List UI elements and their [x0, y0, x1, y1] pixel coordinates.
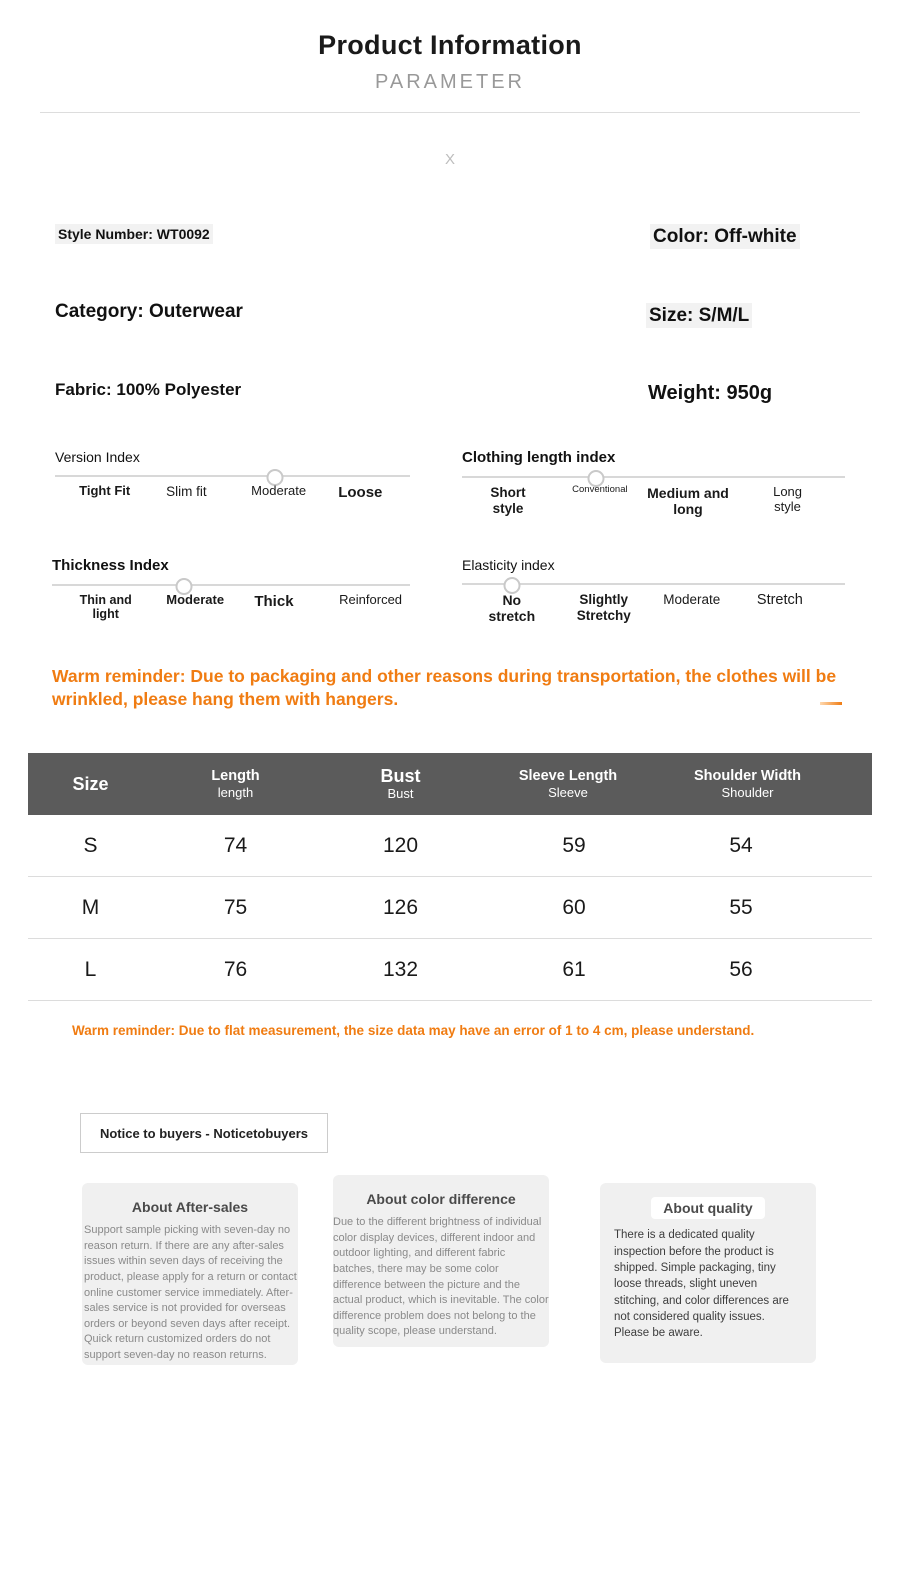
warm-reminder-transport — [52, 665, 842, 711]
header-shoulder-width-sub: Shoulder — [721, 784, 774, 800]
card-about-after-sales — [82, 1183, 298, 1365]
meter-thickness-index-label-2: Thick — [254, 593, 294, 610]
cell-length: 76 — [153, 939, 318, 1001]
card-about-color-difference-title: About color difference — [366, 1191, 516, 1208]
meter-version-index-label-2: Moderate — [251, 483, 307, 498]
meter-version-index-track[interactable] — [55, 475, 410, 477]
meter-clothing-length-index-label-0: Short style — [490, 485, 526, 516]
meter-clothing-length-index-label-1: Conventional — [572, 484, 628, 495]
spec-size-text: Size: S/M/L — [646, 303, 752, 328]
cell-sleeve: 61 — [483, 939, 665, 1001]
header-shoulder-width — [665, 753, 872, 815]
table-header-row — [28, 753, 872, 815]
size-chart-header — [28, 753, 872, 815]
header-bust-main: Bust — [380, 766, 421, 787]
meter-thickness-index-title: Thickness Index — [52, 557, 169, 574]
meter-elasticity-index-track[interactable] — [462, 583, 845, 585]
cell-bust: 120 — [318, 815, 483, 877]
spec-fabric — [55, 380, 241, 400]
cell-size: M — [28, 877, 153, 939]
page-title: Product Information — [318, 30, 582, 60]
card-about-after-sales-title: About After-sales — [131, 1199, 249, 1216]
meter-version-index-labels — [55, 484, 410, 524]
spec-list — [0, 226, 900, 431]
cell-shoulder: 56 — [665, 939, 872, 1001]
spec-color — [650, 226, 800, 248]
header-shoulder-width-main: Shoulder Width — [694, 768, 801, 785]
spec-style-number-text: Style Number: WT0092 — [55, 224, 213, 244]
table-row — [28, 939, 872, 1001]
meter-clothing-length-index — [462, 449, 845, 525]
size-chart-body — [28, 815, 872, 1001]
meter-elasticity-index-label-1: Slightly Stretchy — [576, 592, 631, 623]
cell-shoulder: 54 — [665, 815, 872, 877]
card-about-color-difference — [333, 1175, 549, 1347]
card-about-after-sales-body: Support sample picking with seven-day no reason return. If there are any after-sales issues within seven days of receiving the product, please apply for a return or contact online customer service immediately. After-sales service is not provided for overseas orders or beyond seven days after receipt. Quick return customized orders do not support seven-day no reason returns. — [84, 1224, 297, 1362]
meter-elasticity-index — [462, 557, 845, 632]
index-meters — [0, 449, 900, 659]
meter-elasticity-index-label-2: Moderate — [663, 592, 721, 607]
notice-to-buyers-box: Notice to buyers - Noticetobuyers — [80, 1113, 328, 1153]
meter-elasticity-index-labels — [462, 592, 845, 632]
meter-clothing-length-index-label-3: Long style — [773, 484, 803, 514]
meter-thickness-index-label-0: Thin and light — [79, 593, 132, 622]
spec-category-text: Category: Outerwear — [55, 301, 243, 322]
cell-length: 74 — [153, 815, 318, 877]
meter-thickness-index-label-3: Reinforced — [339, 592, 403, 607]
warm-reminder-transport-text: Warm reminder: Due to packaging and other reasons during transportation, the clothes will be wrinkled, please hang them with hangers. — [52, 666, 837, 710]
header-bust-sub: Bust — [387, 786, 414, 802]
card-about-color-difference-body: Due to the different brightness of individual color display devices, different indoor and outdoor lighting, and different fabric batches, there may be some color difference between the picture and the actual product, which is inevitable. The color difference problem does not belong to the quality scope, please understand. — [333, 1216, 549, 1338]
meter-version-index-label-1: Slim fit — [166, 484, 207, 499]
header-sleeve-length — [483, 753, 665, 815]
page-header — [0, 0, 900, 168]
cell-bust: 132 — [318, 939, 483, 1001]
meter-elasticity-index-label-0: No stretch — [488, 592, 536, 625]
meter-clothing-length-index-label-2: Medium and long — [647, 485, 729, 518]
spec-weight-text: Weight: 950g — [648, 382, 773, 404]
meter-clothing-length-index-track[interactable] — [462, 476, 845, 478]
meter-elasticity-index-title: Elasticity index — [462, 557, 555, 573]
cell-sleeve: 59 — [483, 815, 665, 877]
cell-shoulder: 55 — [665, 877, 872, 939]
spec-size — [646, 305, 752, 327]
header-length — [153, 753, 318, 815]
cell-size: L — [28, 939, 153, 1001]
x-mark-icon: X — [444, 151, 455, 168]
card-about-quality — [600, 1183, 816, 1363]
decorative-accent-line — [820, 702, 842, 705]
spec-weight — [648, 382, 772, 405]
cell-sleeve: 60 — [483, 877, 665, 939]
header-length-main: Length — [211, 768, 260, 785]
card-about-quality-title-wrap — [600, 1183, 816, 1219]
cell-size: S — [28, 815, 153, 877]
page-subtitle: PARAMETER — [375, 71, 525, 93]
header-sleeve-length-sub: Sleeve — [548, 784, 588, 800]
meter-thickness-index-track[interactable] — [52, 584, 410, 586]
meter-clothing-length-index-title: Clothing length index — [462, 449, 616, 466]
spec-color-text: Color: Off-white — [650, 224, 800, 249]
header-bust — [318, 753, 483, 815]
spec-category — [55, 301, 243, 323]
header-length-sub: length — [217, 784, 254, 800]
header-size-main: Size — [72, 773, 109, 794]
card-about-quality-body: There is a dedicated quality inspection before the product is shipped. Simple packaging, tiny loose threads, slight uneven stitching, and color differences are not considered quality issues. Please be aware. — [614, 1229, 789, 1340]
meter-version-index — [55, 449, 410, 524]
meter-version-index-label-0: Tight Fit — [79, 483, 131, 498]
spec-style-number — [55, 226, 213, 242]
meter-thickness-index-label-1: Moderate — [166, 592, 225, 607]
meter-clothing-length-index-labels — [462, 485, 845, 525]
info-cards — [0, 1175, 900, 1385]
cell-bust: 126 — [318, 877, 483, 939]
meter-thickness-index — [52, 557, 410, 633]
header-sleeve-length-main: Sleeve Length — [518, 768, 618, 785]
table-row — [28, 877, 872, 939]
spec-fabric-text: Fabric: 100% Polyester — [55, 380, 242, 399]
meter-version-index-title: Version Index — [55, 449, 140, 465]
meter-elasticity-index-label-3: Stretch — [756, 592, 803, 608]
meter-thickness-index-labels — [52, 593, 410, 633]
cell-length: 75 — [153, 877, 318, 939]
header-size — [28, 753, 153, 815]
warm-reminder-measurement: Warm reminder: Due to flat measurement, the size data may have an error of 1 to 4 cm, please understand. — [72, 1023, 755, 1039]
header-divider — [40, 112, 860, 113]
meter-version-index-label-3: Loose — [338, 484, 383, 501]
card-about-quality-title: About quality — [651, 1197, 764, 1219]
table-row — [28, 815, 872, 877]
size-chart-table — [28, 753, 872, 1001]
